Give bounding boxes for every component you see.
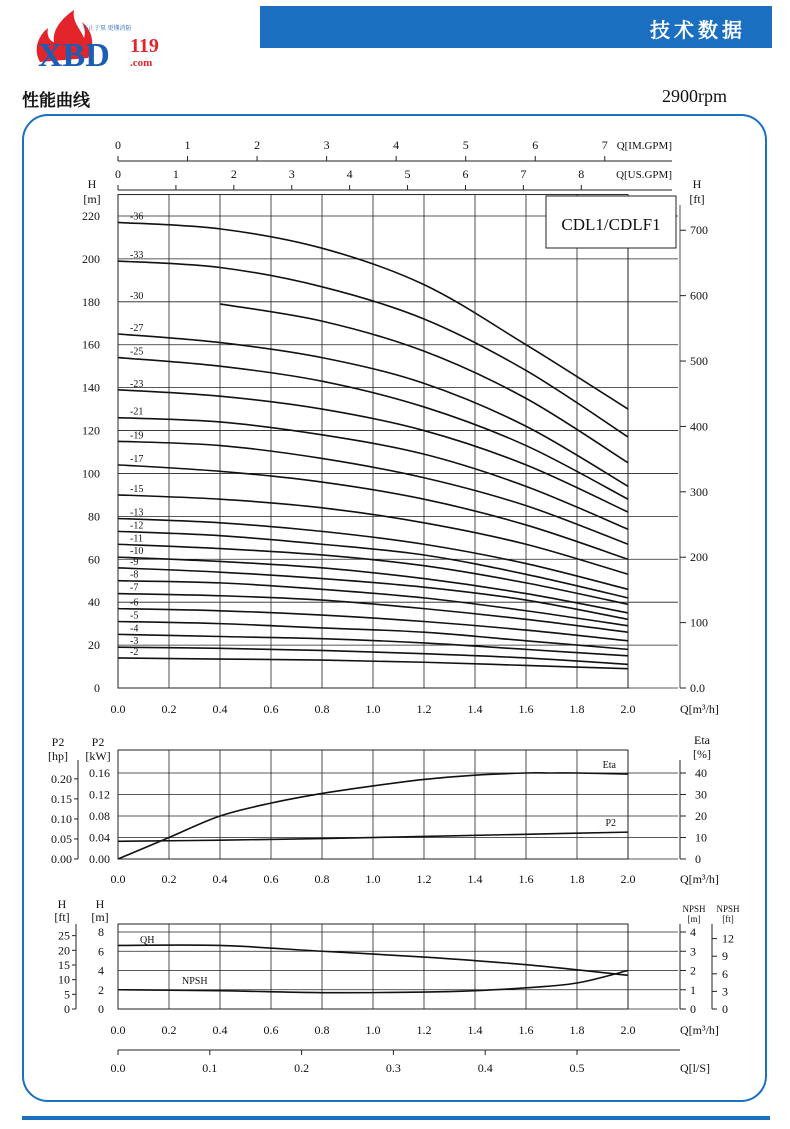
chart1-x-tick-label: 0.6 [263, 702, 279, 716]
rpm-label: 2900rpm [662, 86, 727, 106]
chart2-x-axis-label: Q[m³/h] [680, 872, 719, 886]
chart3-y-tick-label: 4 [98, 963, 104, 978]
chart3-npsh-ft-tick-label: 9 [722, 949, 728, 964]
chart3-npsh-ft-label: NPSH [716, 904, 740, 914]
chart2-y-tick-label: 0.08 [89, 809, 110, 823]
section-title: 性能曲线 [22, 91, 90, 111]
chart1-top-axis-tick-label: 1 [172, 167, 179, 181]
chart1-top-axis-tick-label: 5 [404, 167, 411, 181]
h-curve-label: -17 [130, 453, 144, 465]
chart1-right-tick-label: 300 [690, 484, 708, 499]
chart3-npsh-tick-label: 0 [690, 1002, 696, 1016]
h-curve-label: -2 [130, 646, 139, 658]
chart1-top-axis-tick-label: 4 [346, 167, 353, 181]
chart3-npsh-tick-label: 1 [690, 982, 696, 997]
chart3-ls-tick-label: 0.0 [110, 1061, 126, 1075]
chart2-x-tick-label: 1.6 [518, 872, 534, 886]
chart2-kw-unit: [kW] [85, 749, 111, 763]
chart3-npsh-ft-tick-label: 12 [722, 931, 734, 946]
h-curve-label: -5 [130, 610, 139, 622]
chart3-npsh-ft-tick-label: 0 [722, 1002, 728, 1016]
h-curve-label: -13 [130, 507, 144, 519]
chart3-npsh-ft-tick-label: 3 [722, 984, 728, 999]
chart2-hp-tick-label: 0.05 [51, 831, 72, 846]
chart3-ls-label: Q[l/S] [680, 1061, 710, 1075]
chart1-top-axis-tick-label: 5 [462, 138, 469, 152]
chart3-ls-tick-label: 0.3 [385, 1061, 401, 1075]
chart3-npsh-label: NPSH [682, 904, 706, 914]
chart2-x-tick-label: 0.4 [212, 872, 228, 886]
chart3-ft-tick-label: 15 [58, 957, 70, 972]
chart1-right-axis-unit: [ft] [689, 192, 705, 206]
chart1-y-tick-label: 180 [82, 294, 100, 309]
h-curve-label: -12 [130, 520, 144, 532]
chart1-y-tick-label: 60 [88, 552, 100, 567]
chart1-right-tick-label: 700 [690, 223, 708, 238]
chart1-y-tick-label: 40 [88, 595, 100, 610]
chart1-x-tick-label: 0.0 [110, 702, 126, 716]
chart1-right-tick-label: 0.0 [690, 681, 705, 695]
chart1-top-axis-tick-label: 4 [393, 138, 400, 152]
h-curve-label: -4 [130, 623, 139, 635]
chart3-npsh-tick-label: 3 [690, 944, 696, 959]
h-curve-label: -19 [130, 430, 144, 442]
h-curve-label: -10 [130, 546, 144, 558]
chart1-x-tick-label: 2.0 [620, 702, 636, 716]
h-curve-label: -15 [130, 483, 144, 495]
chart2-y-tick-label: 0.04 [89, 830, 110, 845]
model-label: CDL1/CDLF1 [561, 215, 661, 234]
chart3-npsh-ft-tick-label: 6 [722, 966, 728, 981]
chart2-hp-tick-label: 0.20 [51, 771, 72, 786]
chart2-hp-tick-label: 0.15 [51, 791, 72, 806]
chart3-ft-unit: [ft] [54, 910, 70, 924]
chart3-ft-tick-label: 0 [64, 1002, 70, 1016]
chart1-y-tick-label: 140 [82, 380, 100, 395]
chart1-top-axis-tick-label: 6 [532, 138, 539, 152]
chart1-y-tick-label: 120 [82, 423, 100, 438]
h-curve-label: -8 [130, 569, 139, 581]
chart3-y-tick-label: 2 [98, 982, 104, 997]
h-curve-label: -11 [130, 533, 143, 545]
chart3-x-tick-label: 0.8 [314, 1023, 330, 1037]
chart1-top-axis-tick-label: 7 [601, 138, 608, 152]
chart1-top-axis-tick-label: 7 [520, 167, 527, 181]
chart2-eta-unit: [%] [693, 747, 711, 761]
curve-label-eta: Eta [602, 760, 616, 772]
chart3-x-tick-label: 1.6 [518, 1023, 534, 1037]
chart2-x-tick-label: 0.0 [110, 872, 126, 886]
chart1-top-axis-label: Q[IM.GPM] [616, 140, 672, 152]
chart2-right-tick-label: 30 [695, 787, 707, 802]
chart2-x-tick-label: 2.0 [620, 872, 636, 886]
logo-number-text: 119 [130, 35, 159, 57]
h-curve-label: -36 [130, 211, 144, 223]
footer-line [22, 1116, 770, 1120]
h-curve-label: -25 [130, 346, 144, 358]
chart1-y-axis-unit: [m] [83, 192, 101, 206]
chart3-ft-tick-label: 5 [64, 987, 70, 1002]
chart2-right-tick-label: 20 [695, 809, 707, 823]
chart2-right-tick-label: 0 [695, 852, 701, 866]
chart3-m-label: H [95, 897, 105, 911]
chart3-ft-tick-label: 10 [58, 972, 70, 987]
chart1-x-tick-label: 0.4 [212, 702, 228, 716]
h-curve-label: -9 [130, 556, 139, 568]
chart1-x-tick-label: 1.8 [569, 702, 585, 716]
chart3-ls-tick-label: 0.2 [294, 1061, 310, 1075]
chart1-y-axis-label: H [87, 177, 97, 191]
chart1-right-tick-label: 200 [690, 550, 708, 565]
chart1-top-axis-tick-label: 0 [115, 138, 121, 152]
chart3-x-tick-label: 0.4 [212, 1023, 228, 1037]
chart1-y-tick-label: 80 [88, 509, 100, 524]
chart1-right-tick-label: 600 [690, 288, 708, 303]
chart2-kw-label: P2 [91, 735, 105, 749]
chart3-ft-tick-label: 20 [58, 943, 70, 958]
chart1-x-tick-label: 1.2 [416, 702, 432, 716]
chart2-eta-label: Eta [694, 733, 710, 747]
chart1-x-axis-label: Q[m³/h] [680, 702, 719, 716]
h-curve-label: -7 [130, 582, 139, 594]
chart2-hp-unit: [hp] [48, 749, 68, 763]
chart3-y-tick-label: 6 [98, 944, 104, 959]
chart1-top-axis-tick-label: 0 [115, 167, 121, 181]
chart2-hp-tick-label: 0.00 [51, 852, 72, 866]
chart2-right-tick-label: 10 [695, 830, 707, 845]
chart3-ls-tick-label: 0.4 [477, 1061, 493, 1075]
chart3-x-tick-label: 0.6 [263, 1023, 279, 1037]
chart1-x-tick-label: 0.2 [161, 702, 177, 716]
chart1-right-tick-label: 500 [690, 354, 708, 369]
chart3-y-tick-label: 8 [98, 925, 104, 939]
chart3-ls-tick-label: 0.5 [569, 1061, 585, 1075]
chart3-npsh-tick-label: 2 [690, 963, 696, 978]
curve-label-npsh: NPSH [182, 976, 208, 987]
chart1-y-tick-label: 100 [82, 466, 100, 481]
logo-tagline: 不止于泵 更懂消防 [82, 26, 132, 32]
chart3-x-tick-label: 1.2 [416, 1023, 432, 1037]
chart3-ft-label: H [57, 897, 67, 911]
chart3-x-tick-label: 1.8 [569, 1023, 585, 1037]
chart1-top-axis-tick-label: 2 [254, 138, 261, 152]
chart2-y-tick-label: 0.12 [89, 787, 110, 802]
chart2-x-tick-label: 1.8 [569, 872, 585, 886]
chart1-top-axis-tick-label: 8 [578, 167, 585, 181]
h-curve-label: -27 [130, 323, 144, 334]
chart1-top-axis-label: Q[US.GPM] [616, 169, 672, 181]
chart1-top-axis-tick-label: 1 [184, 138, 191, 152]
chart3-npsh-ft-unit: [ft] [722, 914, 734, 924]
curve-label-p2: P2 [605, 818, 616, 830]
chart1-right-axis-label: H [692, 177, 702, 191]
chart2-x-tick-label: 0.8 [314, 872, 330, 886]
chart1-top-axis-tick-label: 3 [288, 167, 295, 181]
h-curve-label: -30 [130, 290, 144, 302]
chart3-x-tick-label: 1.4 [467, 1023, 483, 1037]
chart3-x-tick-label: 0.0 [110, 1023, 126, 1037]
chart3-npsh-unit: [m] [687, 914, 701, 924]
h-curve-label: -33 [130, 250, 144, 262]
chart2-y-tick-label: 0.00 [89, 852, 110, 866]
chart2-x-tick-label: 0.6 [263, 872, 279, 886]
chart1-right-tick-label: 400 [690, 419, 708, 434]
h-curve-label: -3 [130, 636, 139, 648]
h-curve-label: -21 [130, 406, 144, 418]
chart1-right-tick-label: 100 [690, 615, 708, 630]
chart1-y-tick-label: 0 [94, 681, 100, 695]
chart1-x-tick-label: 1.0 [365, 702, 381, 716]
chart2-x-tick-label: 0.2 [161, 872, 177, 886]
chart1-y-tick-label: 220 [82, 209, 100, 223]
chart2-hp-label: P2 [51, 735, 65, 749]
chart3-m-unit: [m] [91, 910, 109, 924]
chart1-y-tick-label: 160 [82, 337, 100, 352]
chart1-x-tick-label: 0.8 [314, 702, 330, 716]
chart1-y-tick-label: 20 [88, 638, 100, 653]
chart3-y-tick-label: 0 [98, 1002, 104, 1016]
chart3-x-tick-label: 1.0 [365, 1023, 381, 1037]
chart3-ls-tick-label: 0.1 [202, 1061, 218, 1075]
chart3-npsh-tick-label: 4 [690, 925, 696, 939]
chart2-hp-tick-label: 0.10 [51, 811, 72, 826]
chart2-x-tick-label: 1.4 [467, 872, 483, 886]
chart2-y-tick-label: 0.16 [89, 766, 110, 780]
h-curve-label: -23 [130, 378, 144, 390]
chart1-top-axis-tick-label: 2 [230, 167, 237, 181]
h-curve-label: -6 [130, 597, 139, 609]
header-title: 技术数据 [650, 18, 746, 42]
chart2-right-tick-label: 40 [695, 766, 707, 780]
chart3-ft-tick-label: 25 [58, 928, 70, 943]
chart2-x-tick-label: 1.2 [416, 872, 432, 886]
chart1-top-axis-tick-label: 3 [323, 138, 330, 152]
chart1-top-axis-tick-label: 6 [462, 167, 469, 181]
curve-label-qh: QH [140, 935, 155, 946]
chart1-x-tick-label: 1.4 [467, 702, 483, 716]
chart3-x-tick-label: 2.0 [620, 1023, 636, 1037]
chart1-x-tick-label: 1.6 [518, 702, 534, 716]
logo-brand-text: XBD [38, 37, 110, 74]
chart2-x-tick-label: 1.0 [365, 872, 381, 886]
chart1-y-tick-label: 200 [82, 251, 100, 266]
logo-domain-text: .com [130, 57, 153, 69]
chart3-x-axis-label: Q[m³/h] [680, 1023, 719, 1037]
chart3-x-tick-label: 0.2 [161, 1023, 177, 1037]
